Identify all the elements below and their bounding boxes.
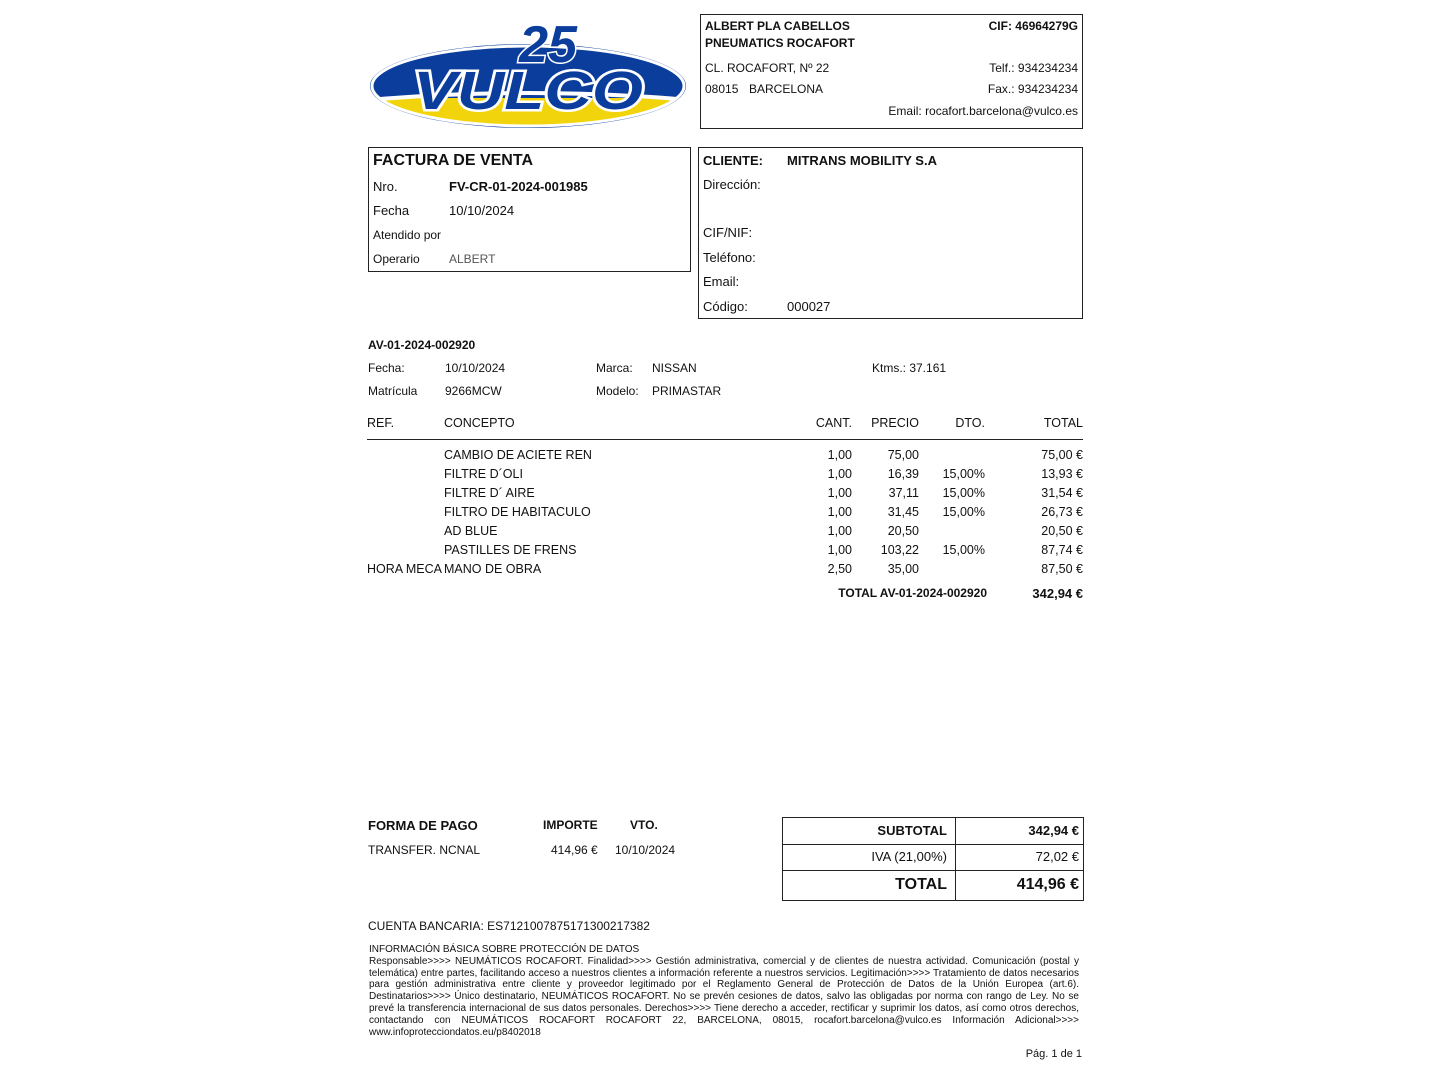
- row-concepto: FILTRE D´OLI: [444, 467, 523, 481]
- company-fax: Fax.: 934234234: [987, 82, 1078, 96]
- header-total: TOTAL: [1043, 416, 1083, 430]
- company-subname: PNEUMATICS ROCAFORT: [705, 36, 855, 50]
- row-total: 87,50 €: [1041, 562, 1083, 576]
- table-row: [367, 505, 1083, 524]
- client-name: MITRANS MOBILITY S.A: [787, 153, 937, 168]
- row-precio: 103,22: [880, 543, 919, 557]
- invoice-number: FV-CR-01-2024-001985: [449, 179, 588, 194]
- table-row: [367, 486, 1083, 505]
- order-modelo-label: Modelo:: [596, 384, 639, 398]
- order-marca-label: Marca:: [596, 361, 633, 375]
- order-matricula-label: Matrícula: [368, 384, 418, 398]
- order-matricula: 9266MCW: [445, 384, 502, 398]
- payment-forma: TRANSFER. NCNAL: [368, 843, 481, 857]
- header-divider: [367, 439, 1083, 440]
- table-row: [367, 467, 1083, 486]
- client-cif-label: CIF/NIF:: [703, 225, 753, 240]
- row-concepto: MANO DE OBRA: [444, 562, 542, 576]
- subtotal-label: SUBTOTAL: [877, 823, 947, 838]
- row-total: 26,73 €: [1041, 505, 1083, 519]
- row-cant: 1,00: [827, 448, 852, 462]
- client-codigo-label: Código:: [703, 299, 748, 314]
- payment-vto-label: VTO.: [630, 818, 658, 832]
- row-cant: 1,00: [827, 486, 852, 500]
- iva-label: IVA (21,00%): [871, 849, 947, 864]
- bank-account: CUENTA BANCARIA: ES7121007875171300217382: [368, 919, 650, 933]
- row-total: 75,00 €: [1041, 448, 1083, 462]
- total-label: TOTAL: [895, 876, 947, 893]
- company-name: ALBERT PLA CABELLOS: [705, 19, 850, 33]
- row-concepto: FILTRO DE HABITACULO: [444, 505, 591, 519]
- logo-brand: VULCO: [413, 61, 643, 121]
- row-precio: 20,50: [887, 524, 919, 538]
- payment-importe-label: IMPORTE: [543, 818, 598, 832]
- row-precio: 16,39: [887, 467, 919, 481]
- row-concepto: CAMBIO DE ACIETE REN: [444, 448, 592, 462]
- order-modelo: PRIMASTAR: [652, 384, 722, 398]
- table-row: [367, 524, 1083, 543]
- payment-vto: 10/10/2024: [615, 843, 676, 857]
- total-value: 414,96 €: [1016, 876, 1079, 893]
- page-number: Pág. 1 de 1: [1025, 1048, 1082, 1060]
- row-dto: 15,00%: [942, 505, 985, 519]
- order-total-label: TOTAL AV-01-2024-002920: [838, 586, 987, 600]
- header-dto: DTO.: [955, 416, 985, 430]
- row-cant: 2,50: [827, 562, 852, 576]
- invoice-fecha-label: Fecha: [373, 203, 410, 218]
- row-precio: 31,45: [887, 505, 919, 519]
- invoice-box: [368, 147, 691, 272]
- logo-number: 25: [519, 16, 577, 74]
- legal-title: INFORMACIÓN BÁSICA SOBRE PROTECCIÓN DE DATOS: [369, 944, 640, 955]
- row-total: 20,50 €: [1041, 524, 1083, 538]
- header-precio: PRECIO: [871, 416, 919, 430]
- header-concepto: CONCEPTO: [444, 416, 515, 430]
- vulco-logo: [368, 14, 690, 130]
- payment-importe: 414,96 €: [551, 843, 598, 857]
- subtotal-value: 342,94 €: [1028, 823, 1079, 838]
- data-protection-notice: [369, 944, 1079, 1038]
- company-address: CL. ROCAFORT, Nº 22: [705, 61, 830, 75]
- client-direccion-label: Dirección:: [703, 177, 761, 192]
- row-concepto: FILTRE D´ AIRE: [444, 486, 535, 500]
- company-cif: CIF: 46964279G: [988, 19, 1078, 33]
- row-precio: 75,00: [887, 448, 919, 462]
- client-codigo: 000027: [787, 299, 831, 314]
- invoice-atendido-label: Atendido por: [373, 228, 442, 242]
- invoice-operario-label: Operario: [373, 252, 420, 266]
- order-id: AV-01-2024-002920: [368, 338, 476, 352]
- company-city: BARCELONA: [749, 82, 824, 96]
- client-email-label: Email:: [703, 274, 740, 289]
- invoice-date: 10/10/2024: [449, 203, 515, 218]
- table-row: [367, 543, 1083, 562]
- row-concepto: PASTILLES DE FRENS: [444, 543, 577, 557]
- row-precio: 35,00: [887, 562, 919, 576]
- order-kms: Ktms.: 37.161: [872, 361, 947, 375]
- row-cant: 1,00: [827, 524, 852, 538]
- invoice-operario: ALBERT: [449, 252, 496, 266]
- legal-body: Responsable>>>> NEUMÁTICOS ROCAFORT. Finalidad>>>> Gestión administrativa, comercial y de clientes de nuestra actividad. Comunicación (postal y telemática) entre partes, facilitando acceso a nuestros clientes a información referente a nuestros servicios. Legitimación>>>> Tratamiento de datos necesarios para gestión administrativa entre cliente y proveedor legitimado por el Reglamento General de Protección de Datos de la Unión Europea (art.6). Destinatarios>>>> Único destinatario, NEUMÁTICOS ROCAFORT. No se prevén cesiones de datos, salvo las obligadas por norma con rango de Ley. No se prevé la transferencia internacional de sus datos personales. Derechos>>>> Tiene derecho a acceder, rectificar y suprimir los datos, así como otros derechos, contactando con NEUMÁTICOS ROCAFORT ROCAFORT 22, BARCELONA, 08015, rocafort.barcelona@vulco.es Información Adicional>>>> www.infoprotecciondatos.eu/p8402018: [369, 955, 1079, 1038]
- table-row: [367, 562, 1083, 581]
- row-cant: 1,00: [827, 505, 852, 519]
- row-cant: 1,00: [827, 543, 852, 557]
- invoice-title: FACTURA DE VENTA: [373, 152, 533, 169]
- order-total: 342,94 €: [1032, 586, 1083, 601]
- row-dto: 15,00%: [942, 543, 985, 557]
- payment-forma-label: FORMA DE PAGO: [368, 818, 478, 833]
- client-label: CLIENTE:: [703, 153, 763, 168]
- company-phone: Telf.: 934234234: [989, 61, 1078, 75]
- row-ref: HORA MECA: [367, 562, 443, 576]
- table-row: [367, 448, 1083, 467]
- row-cant: 1,00: [827, 467, 852, 481]
- totals-table: [782, 817, 1084, 901]
- client-telefono-label: Teléfono:: [703, 250, 756, 265]
- items-table: [367, 414, 1083, 614]
- company-email: Email: rocafort.barcelona@vulco.es: [888, 104, 1078, 118]
- row-precio: 37,11: [888, 486, 919, 500]
- company-postal: 08015: [705, 82, 739, 96]
- company-box: [700, 14, 1083, 129]
- row-dto: 15,00%: [942, 486, 985, 500]
- row-total: 31,54 €: [1041, 486, 1083, 500]
- order-marca: NISSAN: [652, 361, 697, 375]
- iva-value: 72,02 €: [1035, 849, 1079, 864]
- header-ref: REF.: [367, 416, 395, 430]
- row-total: 13,93 €: [1041, 467, 1083, 481]
- row-dto: 15,00%: [942, 467, 985, 481]
- invoice-nro-label: Nro.: [373, 179, 398, 194]
- header-cant: CANT.: [815, 416, 852, 430]
- order-fecha-label: Fecha:: [368, 361, 405, 375]
- row-concepto: AD BLUE: [444, 524, 498, 538]
- table-header: [367, 416, 1083, 435]
- client-box: [698, 147, 1083, 319]
- row-total: 87,74 €: [1041, 543, 1083, 557]
- order-fecha: 10/10/2024: [445, 361, 506, 375]
